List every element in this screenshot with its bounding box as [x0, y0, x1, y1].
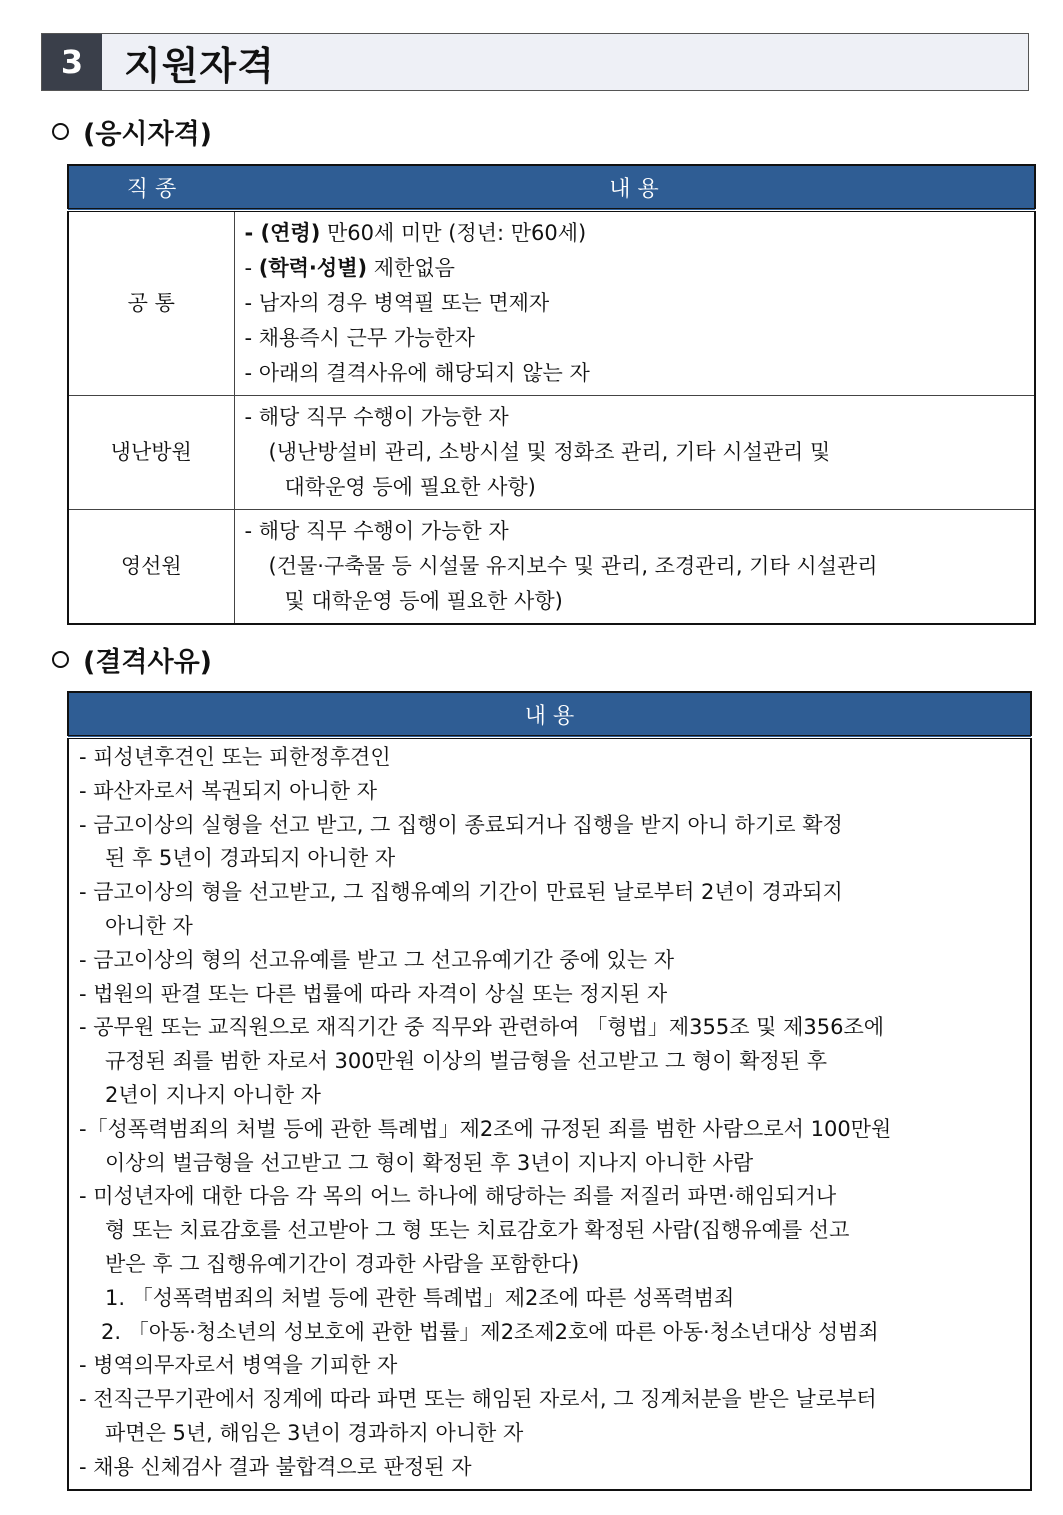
disqualifications-heading: [52, 640, 212, 679]
qualifications-heading: [52, 112, 212, 151]
list-item: 대학운영 등에 필요한 사항): [284, 475, 536, 499]
list-item: 된 후 5년이 경과되지 아니한 자: [105, 846, 396, 871]
disqualifications-table: [67, 691, 1032, 1491]
table-row-heating: [68, 396, 1035, 510]
table-header-row: [68, 692, 1031, 737]
qualifications-table: [67, 164, 1036, 625]
list-item: - 전직근무기관에서 징계에 따라 파면 또는 해임된 자로서, 그 징계처분을 받은 날로부터: [79, 1387, 877, 1412]
section-header: [41, 33, 1029, 91]
category-common: 공 통: [68, 210, 234, 396]
category-header: 직 종: [68, 165, 234, 210]
list-item: - 채용즉시 근무 가능한자: [244, 326, 475, 350]
disqualification-list: [68, 737, 1031, 1490]
age-label: (연령): [260, 221, 321, 245]
list-item: - 해당 직무 수행이 가능한 자: [244, 405, 509, 429]
content-common: [234, 210, 1035, 396]
list-item: 1. 「성폭력범죄의 처벌 등에 관한 특례법」제2조에 따른 성폭력범죄: [105, 1285, 735, 1310]
list-item: - 금고이상의 형을 선고받고, 그 집행유예의 기간이 만료된 날로부터 2년이 경과되지: [79, 880, 843, 905]
list-item: - 아래의 결격사유에 해당되지 않는 자: [244, 361, 590, 385]
list-item: - 파산자로서 복권되지 아니한 자: [79, 778, 377, 803]
list-item: 형 또는 치료감호를 선고받아 그 형 또는 치료감호가 확정된 사람(집행유예를 선고: [105, 1218, 850, 1243]
list-item: - 공무원 또는 교직원으로 재직기간 중 직무와 관련하여 「형법」제355조 및 제356조에: [79, 1015, 885, 1040]
list-item: 이상의 벌금형을 선고받고 그 형이 확정된 후 3년이 지나지 아니한 사람: [105, 1150, 754, 1175]
section-number: 3: [42, 34, 102, 90]
list-item: 받은 후 그 집행유예기간이 경과한 사람을 포함한다): [105, 1251, 580, 1276]
list-item: - 금고이상의 실형을 선고 받고, 그 집행이 종료되거나 집행을 받지 아니 하기로 확정: [79, 812, 843, 837]
list-item: 및 대학운영 등에 필요한 사항): [284, 589, 563, 613]
list-item: 아니한 자: [105, 913, 193, 938]
circle-bullet-icon: [52, 123, 69, 140]
section-title: 지원자격: [124, 43, 275, 88]
list-item: 2년이 지나지 아니한 자: [105, 1082, 321, 1107]
list-item: (냉난방설비 관리, 소방시설 및 정화조 관리, 기타 시설관리 및: [268, 440, 831, 464]
table-header-row: [68, 165, 1035, 210]
content-header: 내 용: [234, 165, 1035, 210]
qualifications-heading-text: (응시자격): [83, 119, 213, 150]
list-item: 파면은 5년, 해임은 3년이 경과하지 아니한 자: [105, 1420, 524, 1445]
content-maintenance: [234, 510, 1035, 625]
list-item: 규정된 죄를 범한 자로서 300만원 이상의 벌금형을 선고받고 그 형이 확정된 후: [105, 1049, 828, 1074]
list-item: - (연령) 만60세 미만 (정년: 만60세): [244, 221, 587, 245]
content-header: 내 용: [68, 692, 1031, 737]
content-heating: [234, 396, 1035, 510]
list-item: (건물·구축물 등 시설물 유지보수 및 관리, 조경관리, 기타 시설관리: [268, 554, 878, 578]
table-row-maintenance: [68, 510, 1035, 625]
edu-label: (학력·성별): [258, 256, 368, 280]
list-item: 2. 「아동·청소년의 성보호에 관한 법률」제2조제2호에 따른 아동·청소년대상 성범죄: [101, 1319, 879, 1344]
category-maintenance: 영선원: [68, 510, 234, 625]
category-heating: 냉난방원: [68, 396, 234, 510]
list-item: - 법원의 판결 또는 다른 법률에 따라 자격이 상실 또는 정지된 자: [79, 981, 668, 1006]
table-row: [68, 737, 1031, 1490]
list-item: - 금고이상의 형의 선고유예를 받고 그 선고유예기간 중에 있는 자: [79, 947, 675, 972]
list-item: -「성폭력범죄의 처벌 등에 관한 특례법」제2조에 규정된 죄를 범한 사람으로서 100만원: [79, 1116, 892, 1141]
table-row-common: [68, 210, 1035, 396]
list-item: - 해당 직무 수행이 가능한 자: [244, 519, 509, 543]
list-item: - 남자의 경우 병역필 또는 면제자: [244, 291, 550, 315]
list-item: - 채용 신체검사 결과 불합격으로 판정된 자: [79, 1454, 472, 1479]
list-item: - 미성년자에 대한 다음 각 목의 어느 하나에 해당하는 죄를 저질러 파면·해임되거나: [79, 1184, 837, 1209]
list-item: - (학력·성별) 제한없음: [244, 256, 455, 280]
list-item: - 피성년후견인 또는 피한정후견인: [79, 745, 391, 769]
disqualifications-heading-text: (결격사유): [83, 647, 213, 678]
list-item: - 병역의무자로서 병역을 기피한 자: [79, 1353, 398, 1378]
circle-bullet-icon: [52, 651, 69, 668]
